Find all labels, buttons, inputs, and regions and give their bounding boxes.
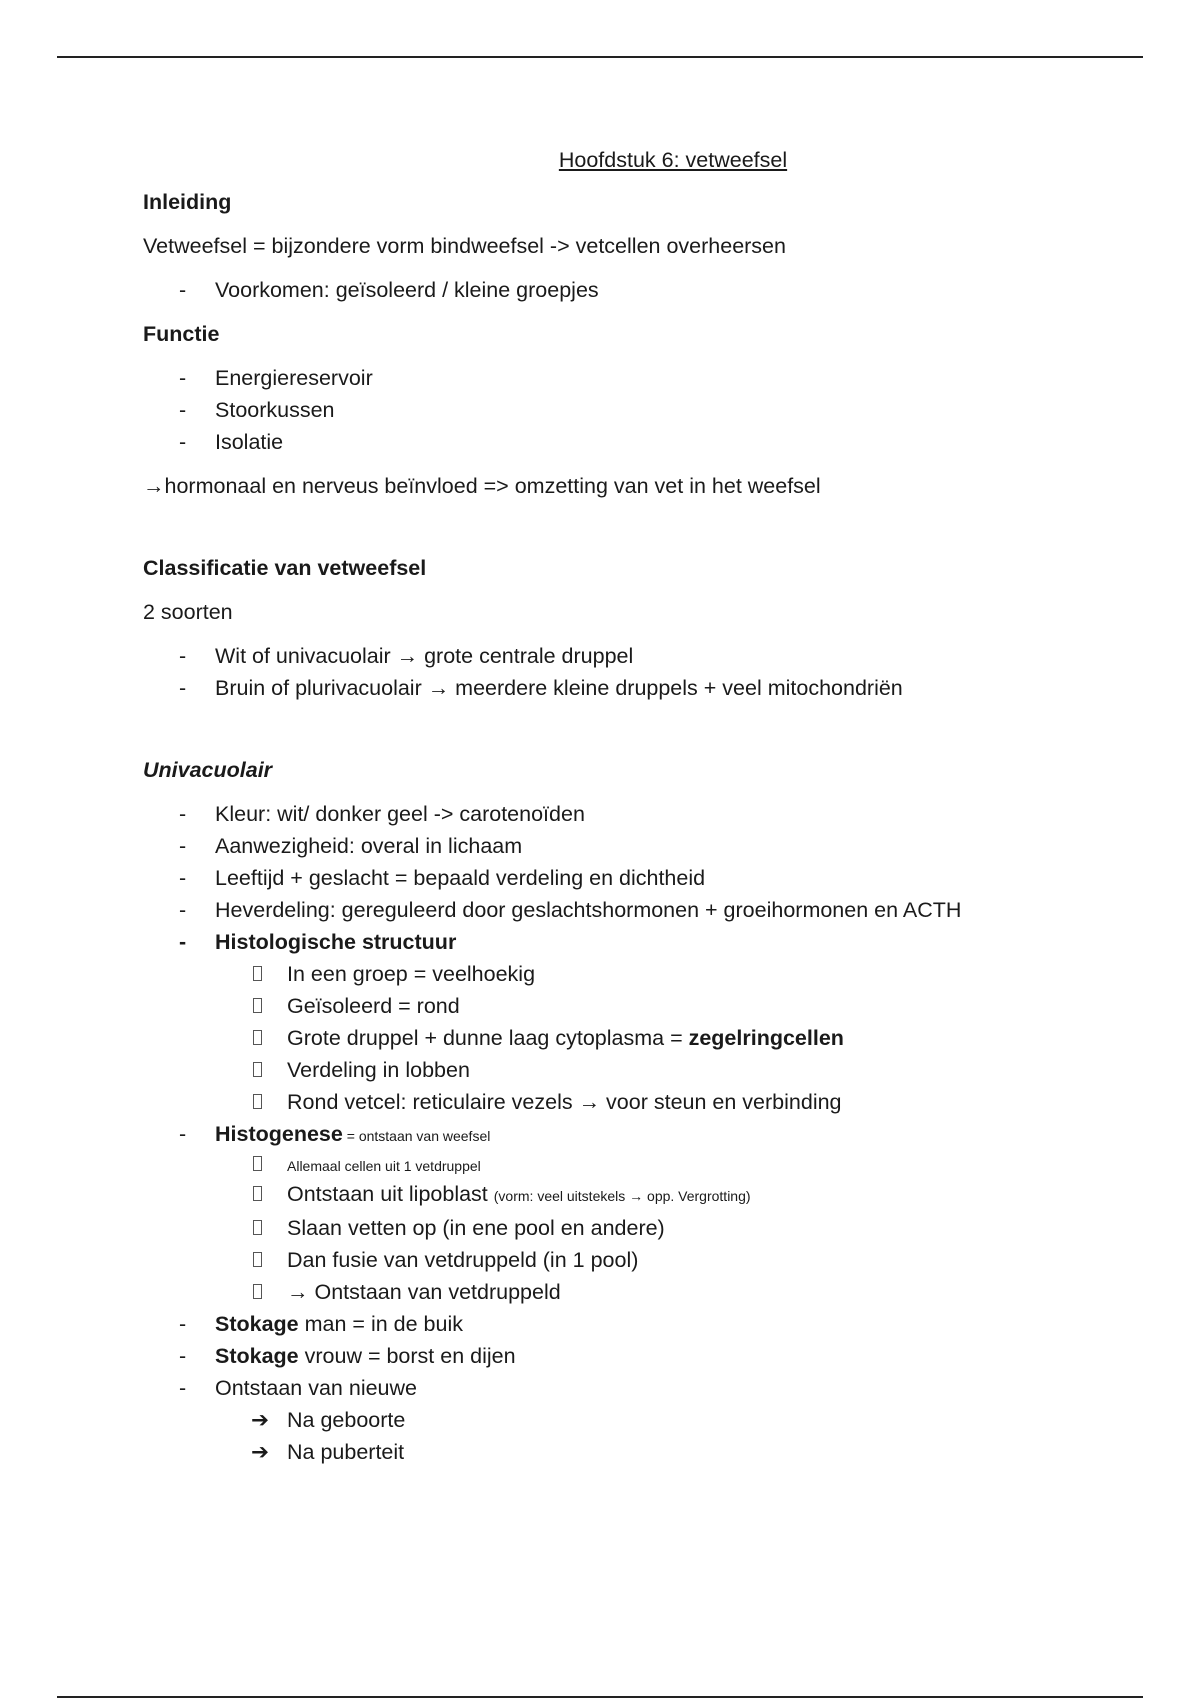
square-bullet-icon (253, 1156, 262, 1171)
paragraph-inleiding: Vetweefsel = bijzondere vorm bindweefsel -> vetcellen overheersen (143, 234, 786, 258)
arrow-right-icon: ➔ (251, 1440, 270, 1464)
sublist-item: → Ontstaan van vetdruppeld (143, 1276, 1143, 1308)
sublist-item: Slaan vetten op (in ene pool en andere) (143, 1212, 1143, 1244)
list-item: - Isolatie (179, 430, 284, 454)
square-bullet-icon (253, 1062, 262, 1077)
list-item: - Stokage man = in de buik (179, 1312, 463, 1336)
list-inleiding (143, 274, 1143, 306)
heading-inleiding: Inleiding (143, 190, 232, 214)
square-bullet-icon (253, 1030, 262, 1045)
sublist-item: Dan fusie van vetdruppeld (in 1 pool) (143, 1244, 1143, 1276)
list-item: - Energiereservoir (179, 366, 373, 390)
list-item: - Ontstaan van nieuwe ➔ Na geboorte ➔ Na puberteit (143, 1372, 1143, 1468)
sublist-item: Grote druppel + dunne laag cytoplasma = zegelringcellen (143, 1022, 1143, 1054)
heading-classificatie: Classificatie van vetweefsel (143, 556, 427, 580)
sublist-item: In een groep = veelhoekig (143, 958, 1143, 990)
heading-functie: Functie (143, 322, 220, 346)
sublist-item: Allemaal cellen uit 1 vetdruppel (143, 1152, 1143, 1178)
sublist-item: Rond vetcel: reticulaire vezels → voor steun en verbinding (143, 1086, 1143, 1118)
list-item: - Histologische structuur In een groep = veelhoekig Geïsoleerd = rond Grote druppel + dunne laag cytoplasma = zegelringcellen Verdeling in lobben Rond vetcel: reticulaire vezels → voor steun en verbinding (143, 926, 1143, 1118)
sublist-item: Geïsoleerd = rond (143, 990, 1143, 1022)
sublist-item: Ontstaan uit lipoblast (vorm: veel uitstekels → opp. Vergrotting) (143, 1178, 1143, 1212)
list-univacuolair (143, 798, 1143, 1468)
list-item: - Wit of univacuolair → grote centrale druppel (179, 644, 634, 668)
page-title: Hoofdstuk 6: vetweefsel (558, 148, 788, 172)
list-classificatie (143, 640, 1143, 704)
sublist-histogenese (215, 1152, 1143, 1308)
sublist-item: Verdeling in lobben (143, 1054, 1143, 1086)
list-item: - Kleur: wit/ donker geel -> carotenoïden (179, 802, 585, 826)
list-item: - Stoorkussen (179, 398, 335, 422)
heading-univacuolair: Univacuolair (143, 758, 273, 782)
list-item: - Stokage vrouw = borst en dijen (179, 1344, 516, 1368)
sublist-item: ➔ Na geboorte (143, 1404, 1143, 1436)
sublist-histologie (215, 958, 1143, 1118)
sublist-item: ➔ Na puberteit (143, 1436, 1143, 1468)
paragraph-functie-note: →hormonaal en nerveus beïnvloed => omzetting van vet in het weefsel (143, 474, 821, 498)
list-item: - Bruin of plurivacuolair → meerdere kleine druppels + veel mitochondriën (179, 676, 903, 700)
square-bullet-icon (253, 1220, 262, 1235)
list-item: - Histogenese = ontstaan van weefsel Allemaal cellen uit 1 vetdruppel Ontstaan uit lipoblast (vorm: veel uitstekels → opp. Vergrotting) Slaan vetten op (in ene pool en andere) Dan fusie van vetdruppeld (in 1 pool) → Ontstaan van vetdruppeld (143, 1118, 1143, 1308)
list-item: - Heverdeling: gereguleerd door geslachtshormonen + groeihormonen en ACTH (179, 898, 962, 922)
list-item: - Voorkomen: geïsoleerd / kleine groepjes (179, 278, 599, 302)
arrow-right-icon: ➔ (251, 1408, 270, 1432)
square-bullet-icon (253, 966, 262, 981)
square-bullet-icon (253, 1252, 262, 1267)
list-item: - Aanwezigheid: overal in lichaam (179, 834, 523, 858)
list-item: - Leeftijd + geslacht = bepaald verdeling en dichtheid (179, 866, 706, 890)
document-page (143, 140, 1143, 1480)
sublist-nieuw (215, 1404, 1143, 1468)
paragraph-classificatie: 2 soorten (143, 600, 233, 624)
list-functie (143, 362, 1143, 458)
footer-rule (57, 1696, 1143, 1698)
header-rule (57, 56, 1143, 58)
square-bullet-icon (253, 1094, 262, 1109)
square-bullet-icon (253, 1284, 262, 1299)
square-bullet-icon (253, 998, 262, 1013)
square-bullet-icon (253, 1186, 262, 1201)
